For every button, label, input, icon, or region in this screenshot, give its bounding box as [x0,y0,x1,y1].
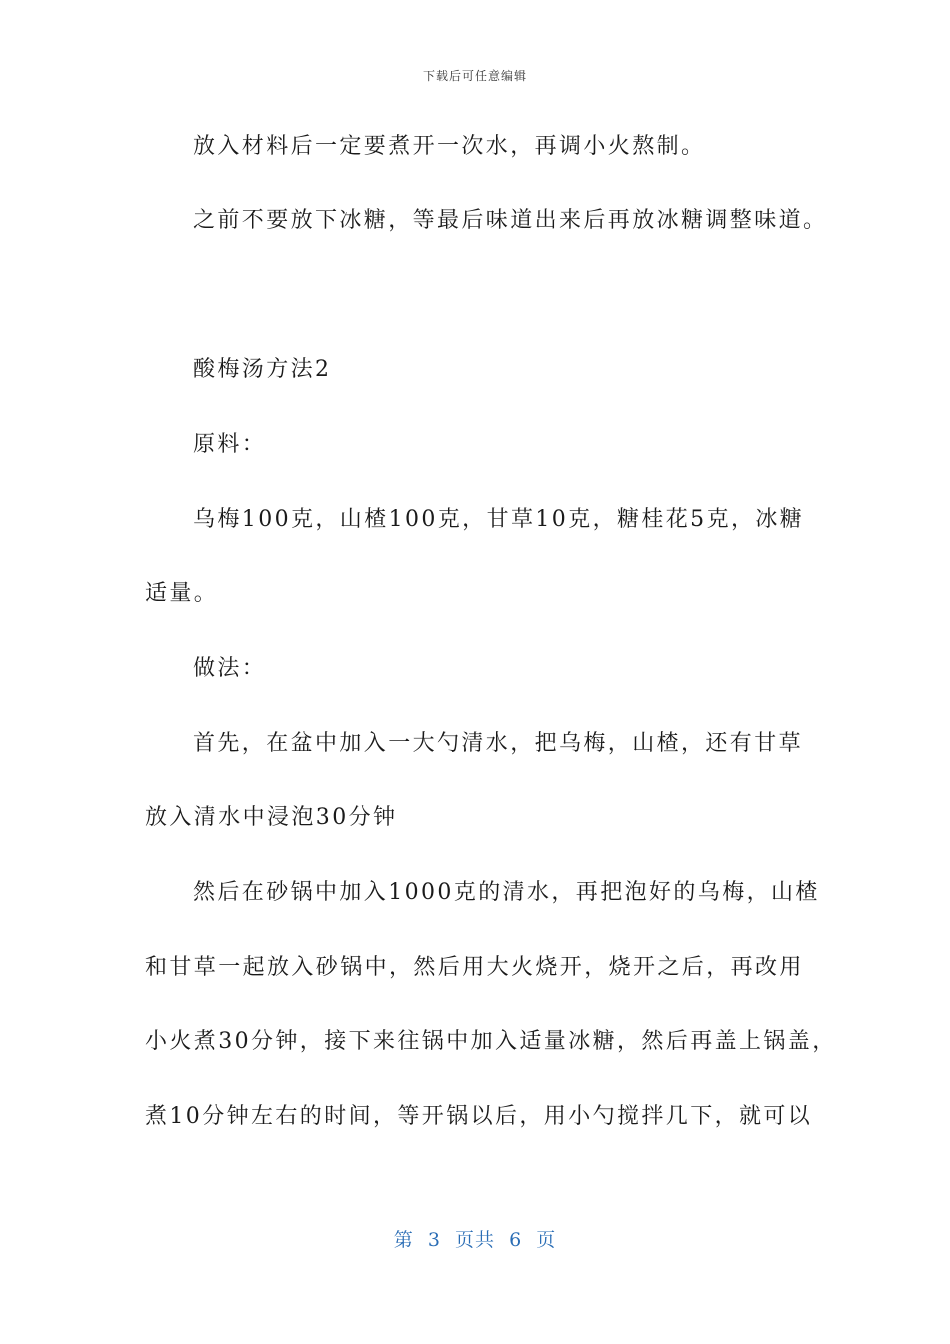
paragraph-line: 首先，在盆中加入一大勺清水，把乌梅，山楂，还有甘草 [193,731,804,756]
paragraph-line: 和甘草一起放入砂锅中，然后用大火烧开，烧开之后，再改用 [145,955,804,980]
paragraph-line: 煮10分钟左右的时间，等开锅以后，用小勺搅拌几下，就可以 [145,1104,813,1129]
paragraph-line: 放入材料后一定要煮开一次水，再调小火熬制。 [193,134,706,159]
paragraph-line: 然后在砂锅中加入1000克的清水，再把泡好的乌梅，山楂 [193,880,820,905]
paragraph-line: 小火煮30分钟，接下来往锅中加入适量冰糖，然后再盖上锅盖， [145,1029,837,1054]
page-number-footer: 第 3 页共 6 页 [393,1229,557,1251]
page-header: 下载后可任意编辑 [422,69,527,83]
section-heading: 酸梅汤方法2 [193,357,332,382]
paragraph-line: 之前不要放下冰糖，等最后味道出来后再放冰糖调整味道。 [193,208,828,233]
paragraph-line: 适量。 [145,581,219,606]
method-label: 做法： [193,656,267,681]
ingredients-label: 原料： [193,432,267,457]
paragraph-line: 放入清水中浸泡30分钟 [145,805,398,830]
paragraph-line: 乌梅100克，山楂100克，甘草10克，糖桂花5克，冰糖 [193,507,805,532]
